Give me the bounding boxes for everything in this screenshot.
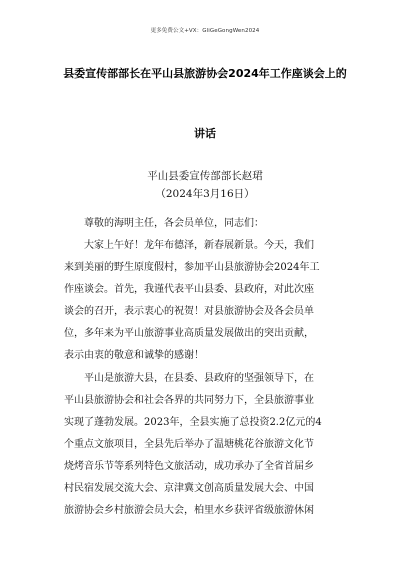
paragraph-line: 作座谈会。首先，我谨代表平山县委、县政府，对此次座 (64, 284, 314, 295)
document-title-line-1: 县委宣传部部长在平山县旅游协会2024年工作座谈会上的 (63, 67, 347, 80)
paragraph-line: 来到美丽的野生原度假村，参加平山县旅游协会2024年工 (64, 262, 320, 273)
date-line: （2024年3月16日） (155, 188, 255, 200)
paragraph-line: 平山是旅游大县，在县委、县政府的坚强领导下，在 (84, 373, 314, 384)
document-title-line-2: 讲话 (194, 127, 216, 140)
paragraph-line: 大家上午好！龙年布德泽，新春展新景。今天，我们 (84, 240, 314, 251)
paragraph-line: 个重点文旅项目，全县先后举办了温塘桃花谷旅游文化节 (64, 439, 314, 450)
header-banner: 更多免费公文+VX：GliGeGongWen2024 (150, 28, 260, 34)
salutation: 尊敬的海明主任，各会员单位，同志们： (84, 218, 264, 229)
paragraph-line: 村民宿发展交流大会、京津冀文创高质量发展大会、中国 (64, 483, 314, 494)
paragraph-line: 谈会的召开，表示衷心的祝贺！对县旅游协会及各会员单 (64, 306, 314, 317)
paragraph-line: 烧烤音乐节等系列特色文旅活动，成功承办了全省首届乡 (64, 461, 314, 472)
paragraph-line: 实现了蓬勃发展。2023年，全县实施了总投资2.2亿元的4 (64, 417, 322, 428)
paragraph-line: 旅游协会乡村旅游会员大会，柏里水乡获评省级旅游休闲 (64, 505, 314, 516)
paragraph-line: 表示由衷的敬意和诚挚的感谢！ (64, 350, 204, 361)
paragraph-line: 平山县旅游协会和社会各界的共同努力下，全县旅游事业 (64, 395, 314, 406)
paragraph-line: 位，多年来为平山旅游事业高质量发展做出的突出贡献， (64, 328, 314, 339)
author-line: 平山县委宣传部部长赵珺 (147, 170, 263, 182)
